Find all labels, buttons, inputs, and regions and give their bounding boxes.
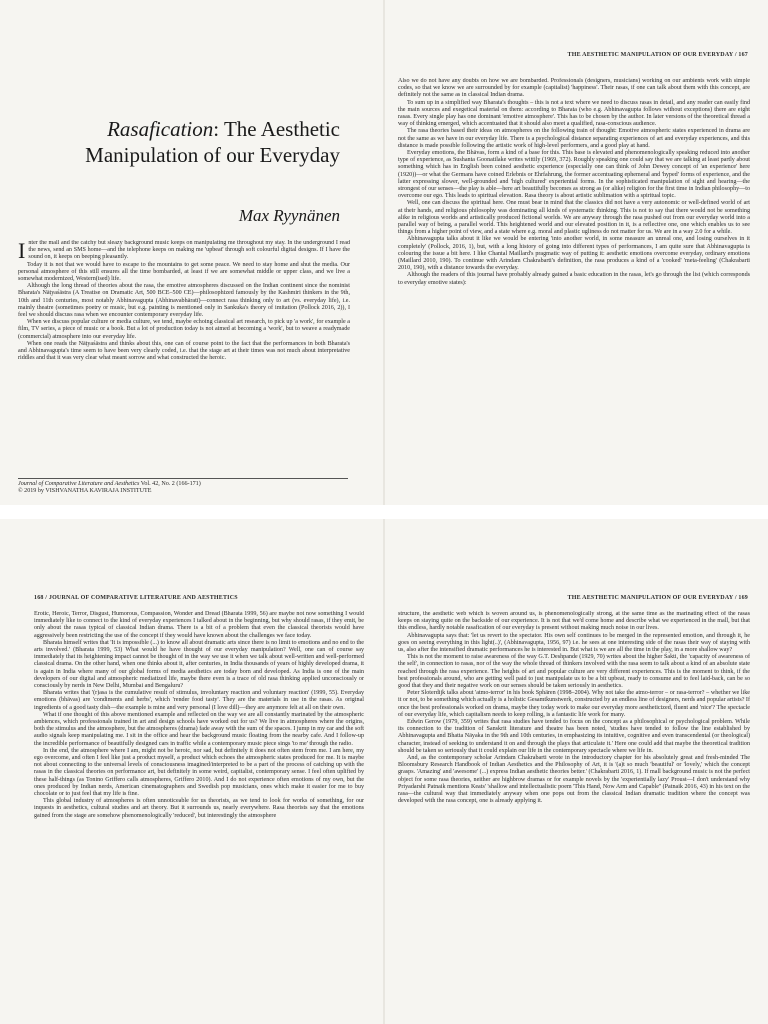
paragraph: Abhinavagupta talks about it like we would be entering 'into another world, in some measure an unreal one, and losing ourselves in it completely' (Pollock, 2016, 1), but, with a long history of going into different types of performances, I am quite sure that Abhinavagupta is colouring the issue a bit here. I like Chantal Maillard's pragmatic way of putting it: aesthetic emotions overcome everyday, ordinary emotions (Maillard 2010, 190). To continue with Arindam Chakrabarti's definition, the rasa produces a kind of a 'cooked' 'meta-feeling' (Chakrabarti 2010, 190), with a distance towards the everyday. [398,236,750,272]
bottom-spread [0,519,768,1024]
paragraph: Edwin Gerow (1979, 359) writes that rasa studies have tended to focus on the concept as a philosophical or psychological problem. While its connection to the tradition of Sanskrit literature and theatre has been noted, 'studies have tended to follow the line established by Abhinavagupta and Bhatta Nāyaka in the 9th and 10th centuries, in emphasizing its intuitive, cognitive and even transcendental (or theological) character, instead of seeking to understand it on and through the plays that articulate it.' Here one could add that maybe the theoretical tradition should be taken so seriously that it could explain our life in the contemporary spectacle where we life in. [398,719,750,754]
page-169 [384,519,768,1024]
copyright-line: © 2019 by VISHVANATHA KAVIRAJA INSTITUTE [18,488,152,495]
journal-footer [18,478,348,496]
page-167 [384,0,768,505]
top-spread [0,0,768,505]
article-body-column [398,78,750,470]
paragraph-text: nter the mall and the catchy but sleazy background music keeps on manipulating me throughout my stay. In the underground I read the news, send an SMS home—and the telephone keeps on making me 'upbeat' through soft colourful digital designs. If I have the sound on, it keeps on beeping pleasantly. [28,240,350,261]
paragraph: When we discuss popular culture or media culture, we tend, maybe echoing classical art research, to pick up 'a work', for example a film, TV series, a piece of music or a book. But a lot of production today is not aimed at becoming a 'work', but to weave a readymade (commercial) atmosphere into our everyday life. [18,319,350,340]
paragraph: Abhinavagupta says that: 'let us revert to the spectator. His own self continues to be merged in the represented emotion, and through it, he goes on seeing everything in this light(..)', (Abhinavagupta, 1956, 97) i.e. he sees at one interesting side of the rasas their way of staying with us, also after the intensified dramatic performances he is interested in. But what is we are all the time in the play, in a more shallow way? [398,632,750,654]
drop-cap: I [18,240,26,263]
page-168 [0,519,384,1024]
paragraph: Everyday emotions, the Bhāvas, form a kind of a base for this. This base is elevated and phenomenologically speaking reduced into another type of experience, as Sushanta Goonatilake writes wittily (1969, 372). Roughly speaking one could say that we are talking at least partly about something which has in English been coined aesthetic experience (especially one can think of John Dewey concept of 'an experience' here (1920))—or what the Germans have coined Erlebnis or Ehrfahrung, the former accentuating ephemeral and 'hyped' forms of experience, and the latter expressing slower, well-grounded and 'high cultured' experiential forms. In the sophisticated manipulation of sight and hearing—the strongest of our senses—the play is able—here art beautifully becomes as strong as (or alike) religion for the first time in Indian philosophy—to overcome our ego. This leads to spiritual elevation. Rasa theory is about artistic sublimation with a spiritual topic. [398,150,750,200]
paragraph: structure, the aesthetic web which is woven around us, is phenomenologically strong, at the same time as the marinating effect of the rasas keeps on staying quite on the backside of our experience. It is not that we'd come home and describe what we experienced in the mall, but that this endless, hardly notable rasafication of our everyday is present without making much noise in our lives. [398,611,750,632]
paragraph: This global industry of atmospheres is often unnoticeable for us theorists, as we tend to look for works of something, for our inquests in aesthetics, cultural studies and art theory. But it surrounds us, nearly everywhere. Rasa theorists say that the emotions gained from the stage are somehow phenomenologically 'reduced', but interestingly the atmosphere [34,798,364,819]
paragraph: When one reads the Nāṭyaśāstra and thinks about this, one can of course point to the fact that the performances in both Bharata's and Abhinavagupta's time seem to have been very clearly coded, i.e. that the stage art at their times was not much about interpretative riddles and that it was very clear what meant sorrow and what constructed the heroic. [18,340,350,362]
paragraph: Erotic, Heroic, Terror, Disgust, Humorous, Compassion, Wonder and Dread (Bharata 1999, 56) are maybe not now something I would immediately like to connect to the kind of everyday experiences I talked about in the beginning, but why should rasas, if they emit, be only about the rasas typical of classical Indian drama. There is a bit of a problem that even the classical theorists would have aggressively been restricting the use of the concept if they would have known about the challenges we face today. [34,611,364,639]
running-head: 168 / JOURNAL OF COMPARATIVE LITERATURE AND AESTHETICS [34,595,238,601]
paragraph: Well, one can discuss the spiritual here. One must bear in mind that the classics did not have a very autonomic or well-defined world of art at their hands, and religious philosophy was dominating all kinds of systematic thinking. This is not to say that there would not be something alike in religious worlds and artistically produced fictional worlds. We are anyway through the rasa pushed out from our everyday world into a parallel way of being, a parallel world. This heightened world and our elevated position in it, is a reflective one, one which enables us to see things from a higher point of view, and a state where e.g. moral and plastic ugliness do not matter for us. We are in a way 2.0 for a while. [398,200,750,236]
article-body-column [398,611,750,1021]
paragraph: Although the long thread of theories about the rasa, the emotive atmospheres discussed on the Indian continent since the nominist Bharata's Nāṭyaśāstra (A Treatise on Dramatic Art, 500 BCE–500 CE)—philosophized famously by the Kashmiri thinkers in the 9th, 10th and 11th centuries, most notably Abhinavagupta (Abhinavabhāratī)—connect rasa thinking only to art (vs. everyday life), i.e. mainly theatre (sometimes poetry or music, but e.g. painting is mentioned only in Sankuka's theory of imitation (Pollock 2016, 2)), I feel we should discuss rasa when we encounter contemporary everyday life. [18,283,350,319]
article-body-column [34,611,364,1021]
article-body-column [18,240,350,476]
paragraph: Also we do not have any doubts on how we are bombarded. Professionals (designers, musicians) working on our ambients work with simple codes, so that we know we are surrounded by for example (capitalist) 'happiness'. Their rasas, if one can talk about them with this concept, are definitely not the same as in classical Indian drama. [398,78,750,99]
paragraph: Bharata himself writes that 'It is impossible (...) to know all about dramatic arts since there is no limit to emotions and no end to the arts involved.' (Bharata 1999, 53) What would he have thought of our everyday manipulation? Well, one can of course say immediately that its heightening impact cannot be thought of in the way we use it when we talk about well-written and well-performed classical drama. On the other hand, when one thinks about it, after centuries, in India thousands of years of highly developed drama, it is again in India where many of our global forms of media aesthetics are today born and developed. As India is one of the main developers of our digital and atmospheric mediatized life, maybe there even is a trace of old rasa thinking applied unconsciously or consciously by nerds in New Delhi, Mumbai and Bengaluru? [34,639,364,690]
journal-name: Journal of Comparative Literature and Aesthetics [18,481,140,487]
title-block [0,116,340,168]
title-italic-word: Rasafication [107,117,214,141]
paragraph: Bharata writes that '(r)asa is the cumulative result of stimulus, involuntary reaction and voluntary reaction' (1999, 55). Everyday emotions (bhāvas) are 'condiments and herbs', which 'render food tasty'. They are the materials in use in the rasas. As original ingredients of a good tasty dish—the example is mine and very personal (I love dill)—they are anymore felt at all on their own. [34,690,364,711]
title-rest: : The Aesthetic Manipulation of our Everyday [85,117,340,167]
page-166 [0,0,384,505]
paragraph: This is not the moment to raise awareness of the way G.T. Deshpande (1929, 70) writes about the higher Śakti, the 'capacity of awareness of the self', in connection to rasas, nor of the way the whole thread of thinkers involved with the rasa seem to talk about a kind of an absolute state reached through the rasa experience. The heights of art and popular culture are very different experiences. This is the moment to think, if the best professionals around, who are getting well paid to just manipulate us to be a bit upbeat, ready to consume and to feel laid-back, can be so good that they and their negative work on our senses should be taken seriously in aesthetics. [398,654,750,690]
paragraph: What if one thought of this above mentioned example and reflected on the way we are all constantly marinated by the atmospheric ambiences, which professionals trained in art and design schools have worked out for us? We live in atmospheres where the origins, both the stimulus and the atmosphere, but the atmospheres (drama) fade away with the sum of the spaces. I jump in my car and the soft audio signals keep manipulating me. I sit in the office and hear the background music floating from the nearby cafe. And I follow-up the incredible performance of beautifully designed cars in traffic while a contemporary music piece sings 'to me' through the radio. [34,711,364,747]
paragraph: Although the readers of this journal have probably already gained a basic education in the rasas, let's go through the list (which corresponds to everyday emotive states): [398,272,750,286]
paragraph: In the end, the atmosphere where I am, might not be heroic, nor sad, but definitely it does not often stem from me. I am here, my ego overcome, and often I feel like just a product myself, a product which echoes the atmospheric states produced for me. It is maybe not about connecting to the universal levels of consciousness imagined/interpreted to be a part of the process of catching up with the rasas in the classical theories on performance art, but definitely in some weird, capitalist, contemporary sense. I feel often uplifted by these half-things (as Tonino Griffero calls atmospheres, Griffero 2010). And I do not experience often emotions of my own, but the ones produced by Indian nerds, American cinematographers and Swedish pop musicians, ones which make it easier for me to buy chocolate or to just feel that my life is fine. [34,747,364,798]
author-name: Max Ryynänen [238,206,340,225]
running-head: THE AESTHETIC MANIPULATION OF OUR EVERYDAY / 167 [567,52,748,58]
spread-separator [0,505,768,519]
running-head: THE AESTHETIC MANIPULATION OF OUR EVERYDAY / 169 [567,595,748,601]
paragraph: Today it is not that we would have to escape to the mountains to get some peace. We need to stay home and shut the media. Our personal atmosphere of this still ensures all the time bombarded, at least if we are somewhat middle or upper class, and we live a somewhat modernized, Western(ised) life. [18,261,350,283]
paragraph [18,240,350,262]
journal-issue: Vol. 42, No. 2 (166-171) [139,481,201,487]
paragraph: Peter Sloterdijk talks about 'atmo-terror' in his book Sphären (1998–2004). Why not take the atmo-terror – or rasa-terror? – whether we like it or not, to be something which actually is a holistic Gesamtkunstwerk, constructed by an endless line of designers, nerds and popular artists? If once the best professionals worked on drama, maybe they today work to make our everyday more aestheticized, fluent and 'nice'? The spectacle of our everyday life, which capitalism needs to keep rolling, is a fantastic life work for many. [398,690,750,718]
article-title [0,116,340,168]
paragraph: And, as the contemporary scholar Arindam Chakrabarti wrote in the introductory chapter for his absolutely great and fresh-minded The Bloomsbury Research Handbook of Indian Aesthetics and the Philosophy of Art, it is '(a)t so much 'beautiful' or 'lovely,' which the concept grasps. 'Amazing' and 'awesome' (...) express Indian aesthetic theories better.' (Chakrabarti 2016, 1). If mall background music is not the perfect object for some rasa theories, neither are highbrow dramas or for example novels by the 'experientially lazy' Proust—I don't understand why Priyadarshi Patnaik mentions Keats' 'shallow and intellectualistic poem 'This Hand, Now Arm and Capable'' (Patnaik 2016, 43) in his text on the rasa—the cultural way that immediately anyway when one pops out from the classical Indian dramatic tradition where the concept was developed with the rasa concept, one is already applying it. [398,755,750,805]
paragraph: To sum up in a simplified way Bharata's thoughts – this is not a text where we need to discuss rasas in detail, and any reader can easily find the main sources and exegetical material on them: according to Bharata (who e.g. Abhinavagupta follows without exceptions) there are eight rasas. Every single play has one dominant 'emotive atmosphere'. This has to be chosen by the author. In later versions of the theoretical thread a way of thinking emerged, which accentuated that it should also meet a qualified, rasa-conscious audience. [398,99,750,128]
paragraph: The rasa theories based their ideas on atmospheres on the following train of thought: Emotive atmospheric states experienced in drama are not the same as we have in our everyday life. There is a psychological distance separating experiences of art and everyday experiences, and this distance is made possible following the artistic work of high-level performers, and a good play at hand. [398,128,750,149]
